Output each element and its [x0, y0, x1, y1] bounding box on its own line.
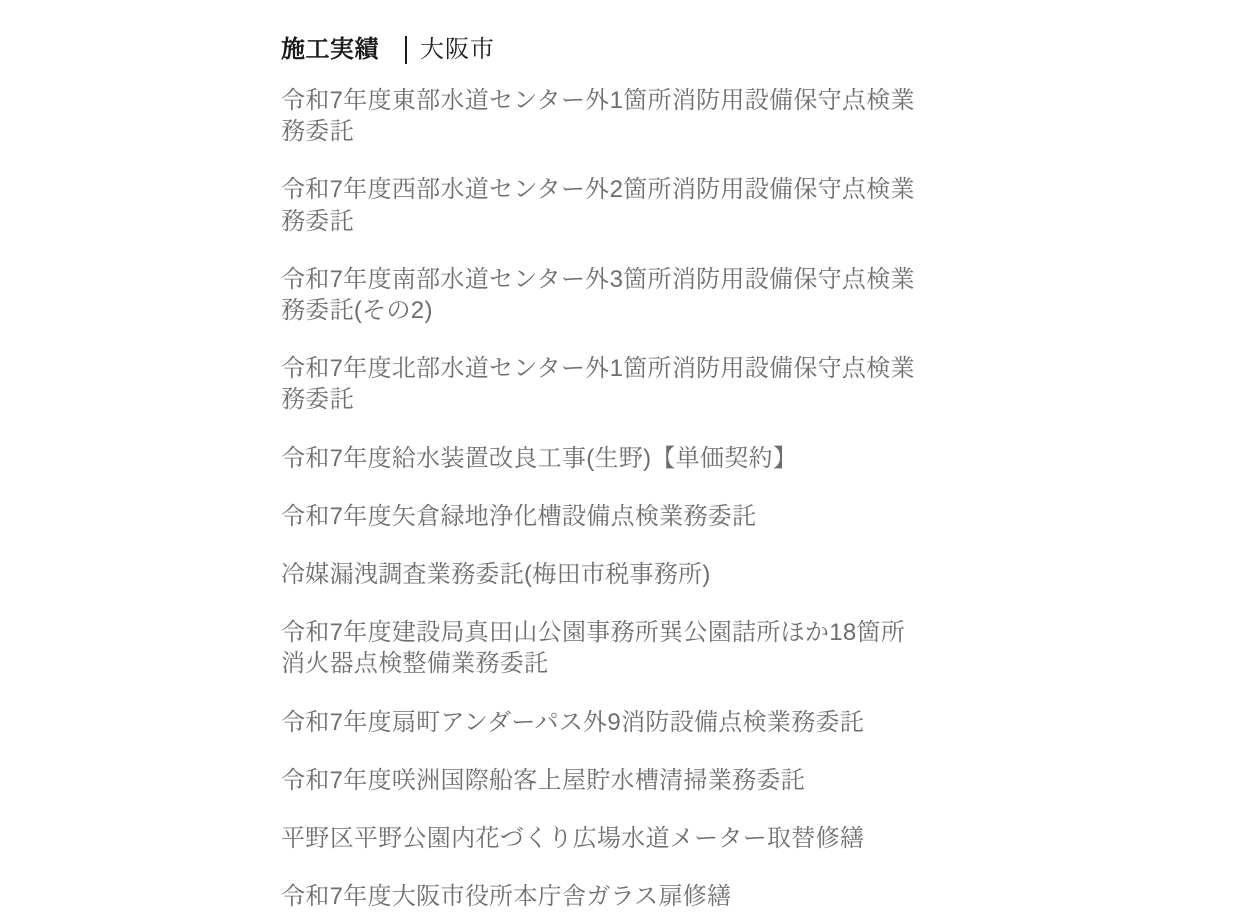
project-item[interactable]: 令和7年度大阪市役所本庁舎ガラス扉修繕	[281, 883, 732, 911]
project-item[interactable]: 令和7年度給水装置改良工事(生野)【単価契約】	[281, 444, 798, 472]
page-subtitle: 大阪市	[420, 36, 495, 63]
page-title: 施工実績	[281, 36, 379, 63]
project-item[interactable]: 冷媒漏洩調査業務委託(梅田市税事務所)	[281, 561, 711, 589]
project-item[interactable]: 令和7年度建設局真田山公園事務所巽公園詰所ほか18箇所消火器点検整備業務委託	[281, 619, 906, 678]
project-item[interactable]: 平野区平野公園内花づくり広場水道メーター取替修繕	[281, 825, 865, 853]
project-item[interactable]: 令和7年度扇町アンダーパス外9消防設備点検業務委託	[281, 708, 865, 736]
project-item[interactable]: 令和7年度矢倉緑地浄化槽設備点検業務委託	[281, 502, 757, 530]
project-item[interactable]: 令和7年度南部水道センター外3箇所消防用設備保守点検業務委託(その2)	[281, 265, 915, 325]
main-content	[281, 34, 929, 923]
project-item[interactable]: 令和7年度東部水道センター外1箇所消防用設備保守点検業務委託	[281, 87, 915, 146]
title-divider	[405, 36, 407, 64]
section-header	[281, 34, 929, 65]
project-list	[281, 85, 929, 912]
project-item[interactable]: 令和7年度北部水道センター外1箇所消防用設備保守点検業務委託	[281, 355, 915, 414]
project-item[interactable]: 令和7年度咲洲国際船客上屋貯水槽清掃業務委託	[281, 766, 805, 794]
project-item[interactable]: 令和7年度西部水道センター外2箇所消防用設備保守点検業務委託	[281, 176, 915, 235]
